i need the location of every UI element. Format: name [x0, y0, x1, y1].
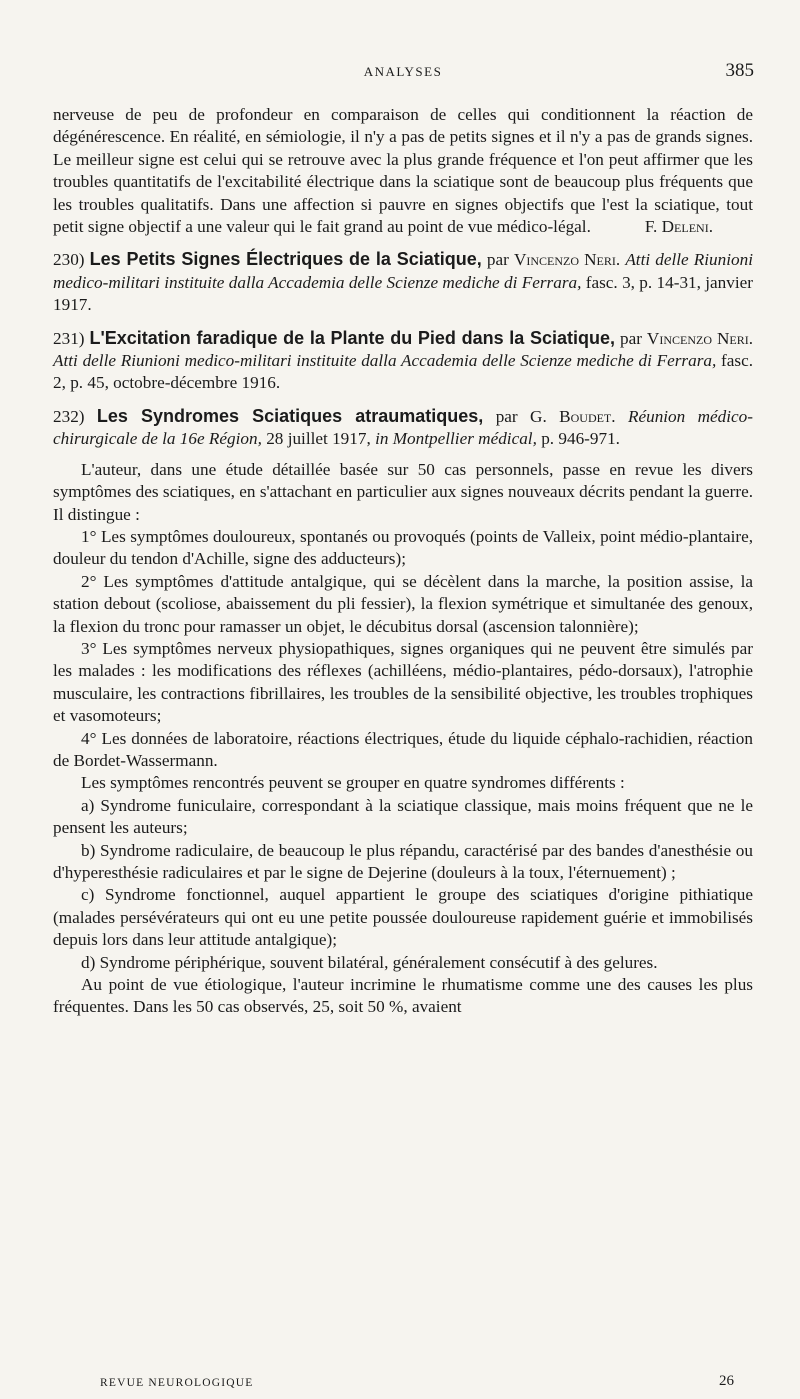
entry-232-source1: Réunion médico-chirurgicale de la 16e Région, — [53, 406, 753, 449]
entry-231-details: fasc. 2, p. 45, octobre-décembre 1916. — [53, 351, 753, 393]
intro-paragraph — [53, 104, 753, 238]
entry-231-title: L'Excitation faradique de la Plante du Pied dans la Sciatique, — [89, 327, 615, 348]
page-body — [53, 104, 753, 1019]
entry-230-by: par — [486, 250, 509, 270]
entry-231-by: par — [619, 328, 642, 348]
entry-230-source: Atti delle Riunioni medico-militari instituite dalla Accademia delle Scienze mediche di Ferrara, — [53, 250, 753, 292]
page-number: 385 — [725, 60, 754, 81]
paragraph: L'auteur, dans une étude détaillée basée sur 50 cas personnels, passe en revue les divers symptômes des sciatiques, en s'attachant en particulier aux signes nouveaux décrits pendant la guerre. Il distingue : — [53, 459, 753, 524]
running-title: ANALYSES — [363, 64, 443, 79]
entry-232-title: Les Syndromes Sciatiques atraumatiques, — [96, 405, 484, 426]
paragraph: Au point de vue étiologique, l'auteur incrimine le rhumatisme comme une des causes les plus fréquentes. Dans les 50 cas observés, 25, soit 50 %, avaient — [53, 975, 753, 1017]
entry-231-author: Vincenzo Neri. — [646, 328, 754, 348]
paragraph: Les symptômes rencontrés peuvent se grouper en quatre syndromes différents : — [81, 773, 625, 793]
entry-232-details1: 28 juillet 1917, — [266, 429, 371, 449]
entry-232-number: 232) — [53, 406, 85, 426]
entry-231 — [53, 327, 753, 395]
entry-231-source: Atti delle Riunioni medico-militari instituite dalla Accademia delle Scienze mediche di Ferrara, — [53, 351, 717, 371]
entry-231-number: 231) — [53, 328, 85, 348]
page-header — [52, 60, 754, 84]
paragraph: b) Syndrome radiculaire, de beaucoup le plus répandu, caractérisé par des bandes d'anesthésie ou d'hyperesthésie radiculaires et par le signe de Dejerine (douleurs à la toux, l'éternuement) ; — [53, 840, 753, 882]
entry-232 — [53, 405, 753, 451]
paragraph: 2° Les symptômes d'attitude antalgique, qui se décèlent dans la marche, la position assise, la station debout (scoliose, abaissement du pli fessier), la flexion symétrique et simultanée des genoux, la flexion du tronc pour ramasser un objet, le décubitus dorsal (ascension talonnière); — [53, 571, 753, 636]
paragraph: 4° Les données de laboratoire, réactions électriques, étude du liquide céphalo-rachidien, réaction de Bordet-Wassermann. — [53, 728, 753, 770]
entry-232-source2: Montpellier médical, — [392, 429, 537, 449]
entry-230 — [53, 248, 753, 316]
signature-number: 26 — [719, 1373, 734, 1389]
paragraph: 3° Les symptômes nerveux physiopathiques, signes organiques qui ne peuvent être simulés par les malades : les modifications des réflexes (achilléens, médio-plantaires, pédo-dorsaux), l'atrophie musculaire, les contractions fibrillaires, les troubles de la sensibilité objective, les troubles trophiques et vasomoteurs; — [53, 638, 753, 726]
entry-230-number: 230) — [53, 250, 85, 270]
paragraph: a) Syndrome funiculaire, correspondant à la sciatique classique, mais moins fréquent que ne le pensent les auteurs; — [53, 795, 753, 838]
entry-232-details2: p. 946-971. — [541, 429, 620, 449]
intro-author: F. Deleni. — [644, 217, 713, 237]
entry-232-in: in — [375, 429, 389, 449]
paragraph: c) Syndrome fonctionnel, auquel appartient le groupe des sciatiques d'origine pithiatique (malades persévérateurs qui ont eu une petite poussée douloureuse rapidement guérie et immobilisés depuis lors dans leur attitude antalgique); — [53, 885, 753, 950]
page-footer — [100, 1373, 734, 1393]
entry-230-details: fasc. 3, p. 14-31, janvier 1917. — [53, 272, 753, 315]
journal-name: REVUE NEUROLOGIQUE — [100, 1377, 254, 1389]
entry-232-author: G. Boudet. — [530, 406, 616, 426]
paragraph: 1° Les symptômes douloureux, spontanés ou provoqués (points de Valleix, point médio-plantaire, douleur du tendon d'Achille, signe des adducteurs); — [53, 526, 753, 569]
intro-text: nerveuse de peu de profondeur en comparaison de celles qui conditionnent la réaction de dégénérescence. En réalité, en sémiologie, il n'y a pas de petits signes et il n'y a pas de grands signes. Le meilleur signe est celui qui se retrouve avec la plus grande fréquence et l'on peut affirmer que les troubles quantitatifs de l'excitabilité électrique dans la sciatique sont de beaucoup plus fréquents que les troubles qualitatifs. Dans une affection si pauvre en signes objectifs que l'est la sciatique, tout petit signe objectif a une valeur qui le fait grand au point de vue médico-légal. — [53, 105, 753, 237]
entry-230-title: Les Petits Signes Électriques de la Sciatique, — [89, 249, 482, 270]
entry-232-by: par — [495, 406, 518, 426]
entry-230-author: Vincenzo Neri. — [513, 250, 621, 270]
paragraph: d) Syndrome périphérique, souvent bilatéral, généralement consécutif à des gelures. — [81, 952, 658, 972]
